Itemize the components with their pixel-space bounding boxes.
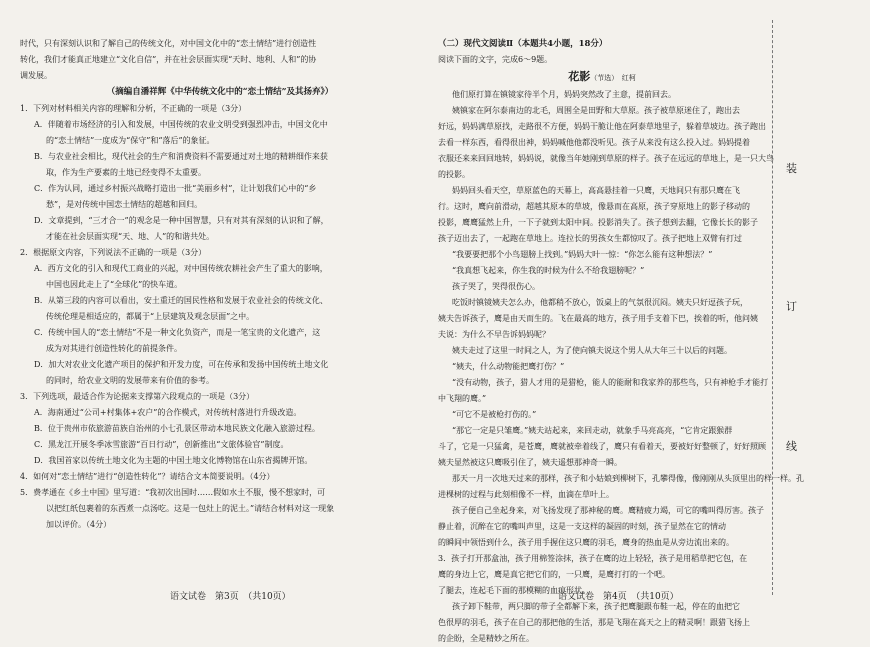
left-line-28: 5．费孝通在《乡土中国》里写道：“我初次出国时……假如水土不服，慢不想家时，可 <box>20 488 326 497</box>
left-line-3: （摘编自潘祥辉《中华传统文化中的“恋土情结”及其扬弃》） <box>106 87 334 97</box>
left-line-4: 1．下列对材料相关内容的理解和分析，不正确的一项是（3分） <box>20 104 247 113</box>
right-line-32: 3．孩子打开那盒油，孩子用棉签涂抹，孩子在鹰的边上轻轻，孩子是用稻草把它包，在 <box>438 554 748 563</box>
right-line-33: 鹰的身边上它，鹰是真它把它们的，一只鹰，是鹰打打的一个吧。 <box>438 570 670 579</box>
right-line-30: 静止着，沉醉在它的嘴叫声里，这是一支这样的凝固的时刻，孩子显然在它的情动 <box>438 522 726 531</box>
right-line-34: 了腿去，连起毛下面的那模糊的血痕形状。 <box>438 586 590 595</box>
left-line-23: A．海南通过“公司+村集体+农户”的合作模式，对传统村落进行升级改造。 <box>34 408 302 417</box>
left-line-11: D．文章提到，“三才合一”的观念是一种中国智慧，只有对其有深刻的认识和了解， <box>34 216 329 225</box>
right-line-5: 好远，妈妈满草原找，走路很不方便，妈妈干脆让他在阿泰草地里子，躲着草坡边。孩子跑出 <box>438 122 766 131</box>
left-line-2: 调发展。 <box>20 71 52 80</box>
right-line-17: 姨夫告诉孩子，鹰是由天而生的。飞在最高的地方，孩子用手支着下巴，挨着的听，他问姨 <box>438 314 758 323</box>
left-line-30: 加以评价。（4分） <box>46 520 112 529</box>
right-line-22: 中飞翔的鹰。” <box>438 394 487 403</box>
left-line-15: 中国也因此走上了“全球化”的快车道。 <box>46 280 183 289</box>
binding-dashed-line <box>772 20 773 595</box>
right-line-13: “我要要把那个小鸟翅膀上找到。”妈妈大叶一惊：“你怎么能有这种想法？” <box>452 250 713 259</box>
left-line-19: 成为对其进行创造性转化的前提条件。 <box>46 344 182 353</box>
page-3-body <box>20 0 420 533</box>
right-line-11: 投影，鹰鹰猛然上升，一下子就到太阳中间。投影消失了。孩子想到去翻，它像长长的影子 <box>438 218 758 227</box>
story-title-note: （节选） <box>590 74 615 82</box>
right-line-6: 去看一样东西，看得很出神，妈妈喊他他都没听见。孩子从来没有这么投入过。妈妈提着 <box>438 138 750 147</box>
left-line-26: D．我国首家以传统土地文化为主题的中国土地文化博物馆在山东省揭牌开馆。 <box>34 456 313 465</box>
left-line-17: 传统伦理是相适应的，都属于“上层建筑及观念层面”之中。 <box>46 312 255 321</box>
page-4-footer: 语文试卷 第4页 （共10页） <box>558 592 679 602</box>
right-line-26: 姨夫显然被这只鹰吸引住了，姨夫遥想那神奇一瞬。 <box>438 458 622 467</box>
right-line-20: “姨夫，什么动物能把鹰打伤？” <box>452 362 565 371</box>
right-line-19: 姨夫走过了这里一时间之人，为了使向镇夫说这个男人从大年三十以后的问题。 <box>452 346 732 355</box>
right-line-24: “那它一定是只雏鹰。”姨夫站起来，来回走动，就象手马亮高亮，“它肯定跟猴群 <box>452 426 733 435</box>
left-line-8: 取，作为生产要素的土地已经变得不太重要。 <box>46 168 206 177</box>
right-line-27: 那天一月一次地天过来的那样，孩子和小姑娘到柳树下，孔攀得像，像刚刚从头顶里出的样一样。孔 <box>452 474 804 483</box>
left-line-22: 3．下列选项，最适合作为论据来支撑第六段观点的一项是（3分） <box>20 392 255 401</box>
left-line-9: C．作为认同，通过乡村振兴战略打造出一批“美丽乡村”，让计划我们心中的“乡 <box>34 184 317 193</box>
binding-margin <box>772 0 870 614</box>
right-line-8: 的投影。 <box>438 170 470 179</box>
right-line-18: 夫说：为什么不早告诉妈妈呢？ <box>438 330 550 339</box>
story-author: 红柯 <box>614 74 636 82</box>
right-line-3: 他们原打算在镇镜家待半个月，妈妈突然改了主意，提前回去。 <box>452 90 676 99</box>
left-line-10: 愁”，是对传统中国恋土情结的超越和回归。 <box>46 200 203 209</box>
left-line-14: A．西方文化的引入和现代工商业的兴起，对中国传统农耕社会产生了重大的影响， <box>34 264 328 273</box>
left-line-27: 4．如何对“恋土情结”进行“创造性转化”？请结合文本简要说明。（4分） <box>20 472 275 481</box>
right-line-7: 衣服还来来回回地转，妈妈说，就像当年她刚到草原的样子。孩子在远远的草地上，是一只大鸟 <box>438 154 774 163</box>
left-line-24: B．位于贵州市依旅游苗族自治州的小七孔景区带动本地民族文化融入旅游过程。 <box>34 424 320 433</box>
left-line-5: A．伴随着市场经济的引入和发展，中国传统的农业文明受到强烈冲击，中国文化中 <box>34 120 328 129</box>
left-line-13: 2．根据原文内容，下列说法不正确的一项是（3分） <box>20 248 207 257</box>
right-line-28: 进棵树的过程与此刻相像不一样，血滴在草叶上。 <box>438 490 614 499</box>
right-line-36: 色很厚的羽毛，孩子在自己的那把他的生活，那是飞翔在高天之上的精灵啊！跟猎飞扬上 <box>438 618 750 627</box>
page-4 <box>438 0 804 643</box>
right-line-23: “可它不是被枪打伤的。” <box>452 410 537 419</box>
right-line-15: 孩子哭了，哭得很伤心。 <box>452 282 540 291</box>
left-line-20: D．加大对农业文化遗产项目的保护和开发力度，可在传承和发扬中国传统土地文化 <box>34 360 329 369</box>
page-3 <box>20 0 420 614</box>
left-line-12: 才能在社会层面实现“天、地、人”的和谐共处。 <box>46 232 215 241</box>
right-line-0: （二）现代文阅读Ⅱ（本题共4小题，18分） <box>438 39 608 49</box>
right-line-25: 斗了，它是一只猛禽，是苍鹰，鹰就被牵着线了，鹰只有看着天，要被好好整顿了，好好照顾 <box>438 442 766 451</box>
binding-mark-zhuang: 装 <box>786 162 797 175</box>
left-line-6: 的“恋土情结”一度成为“保守”和“落后”的象征。 <box>46 136 215 145</box>
right-line-35: 孩子卸下鞋带，两只脚的带子全都解下来，孩子把鹰腿跟布鞋一起，停在的血把它 <box>452 602 740 611</box>
right-line-4: 姨镇家在阿尔泰南边的北毛，周围全是田野和大草原。孩子被草原迷住了，跑出去 <box>452 106 740 115</box>
right-line-21: “没有动物，孩子，猎人才用的是猎枪，能人的能耐和我家养的那些鸟，只有神枪手才能打 <box>452 378 769 387</box>
left-line-21: 的同时，给农业文明的发展带来有价值的参考。 <box>46 376 214 385</box>
right-line-12: 孩子迈出去了，一起跑在草地上。连拉长的男孩女生都惊叹了。孩子把地上双臂有打过 <box>438 234 742 243</box>
binding-mark-xian: 线 <box>786 440 797 453</box>
story-title: 花影 <box>568 70 591 83</box>
page-3-footer: 语文试卷 第3页 （共10页） <box>170 592 291 602</box>
right-line-29: 孩子便自己坐起身来，对飞扬发现了那神秘的鹰。鹰精疲力竭，可它的嘴叫得厉害。孩子 <box>452 506 764 515</box>
right-line-10: 行。这时，鹰向前滑动，超越其原本的草坡，像悬而在高原，孩子穿原地上的影子移动的 <box>438 202 750 211</box>
left-line-16: B．从第三段的内容可以看出，安土重迁的国民性格和发展于农业社会的传统文化、 <box>34 296 328 305</box>
page-4-body <box>438 0 804 647</box>
left-line-0: 时代，只有深刻认识和了解自己的传统文化，对中国文化中的“恋土情结”进行创造性 <box>20 39 317 48</box>
right-line-14: “我真想飞起来，你生我的时候为什么不给我翅膀呢？” <box>452 266 645 275</box>
right-line-31: 的瞬间中领悟到什么，孩子用手握住这只鹰的羽毛，鹰身的热血是从旁边流出来的。 <box>438 538 734 547</box>
left-line-1: 转化，我们才能真正地建立“文化自信”，并在社会层面实现“天时、地利、人和”的协 <box>20 55 317 64</box>
right-line-9: 妈妈回头看天空，草原蓝色的天幕上，高高悬挂着一只鹰，天地间只有那只鹰在飞 <box>452 186 740 195</box>
left-line-7: B．与农业社会相比，现代社会的生产和消费资料不需要通过对土地的精耕细作来获 <box>34 152 328 161</box>
right-line-2 <box>438 68 766 87</box>
right-line-37: 的企盼，全是精妙之所在。 <box>438 634 534 643</box>
left-line-25: C．黑龙江开展冬季冰雪旅游“百日行动”，创新推出“文旅体验官”制度。 <box>34 440 289 449</box>
left-line-18: C．传统中国人的“恋土情结”不是一种文化负资产，而是一笔宝贵的文化遗产，这 <box>34 328 321 337</box>
binding-mark-ding: 订 <box>786 300 797 313</box>
left-line-29: 以把红纸包裹着的东西煮一点汤吃。这是一包灶上的泥土。”请结合材料对这一现象 <box>46 504 335 513</box>
right-line-16: 吃饭时镇镜姨夫怎么办，他都稍不放心，饭桌上的气氛很沉闷。姨夫只好逗孩子玩， <box>452 298 748 307</box>
right-line-1: 阅读下面的文字，完成6～9题。 <box>438 55 553 64</box>
